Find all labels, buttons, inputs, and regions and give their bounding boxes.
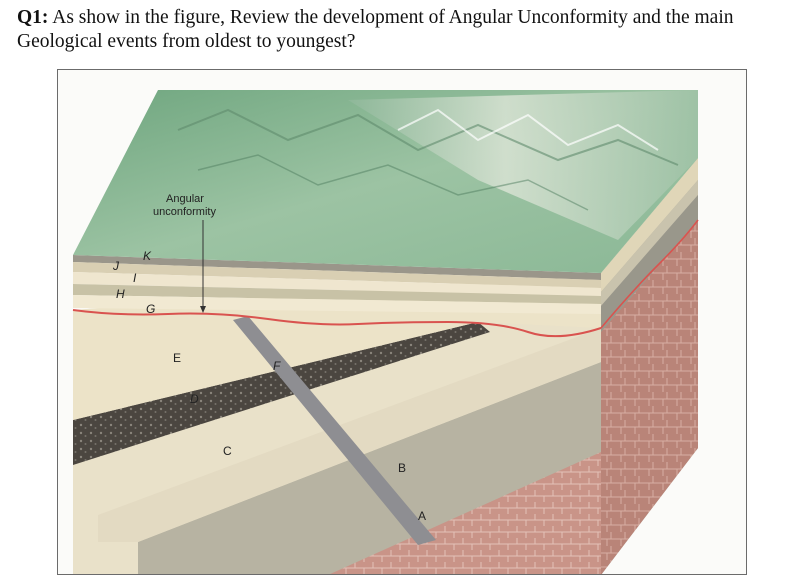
label-i: I bbox=[133, 271, 137, 285]
label-h: H bbox=[116, 287, 125, 301]
question-text bbox=[17, 6, 792, 54]
label-e: E bbox=[173, 351, 182, 365]
label-c: C bbox=[223, 444, 232, 458]
annotation-line2: unconformity bbox=[153, 206, 216, 218]
label-j: J bbox=[113, 259, 119, 273]
block-diagram-svg bbox=[58, 70, 747, 575]
label-f: F bbox=[273, 359, 281, 373]
question-body: As show in the figure, Review the development of Angular Unconformity and the main Geological events from oldest to youngest? bbox=[17, 7, 734, 52]
landscape-surface bbox=[73, 90, 698, 273]
label-b: B bbox=[398, 461, 407, 475]
geology-block-diagram bbox=[57, 69, 747, 575]
annotation-line1: Angular bbox=[166, 193, 204, 205]
label-g: G bbox=[146, 302, 156, 316]
label-k: K bbox=[143, 249, 152, 263]
label-a: A bbox=[418, 509, 427, 523]
label-d: D bbox=[190, 392, 199, 406]
question-number: Q1: bbox=[17, 7, 49, 28]
